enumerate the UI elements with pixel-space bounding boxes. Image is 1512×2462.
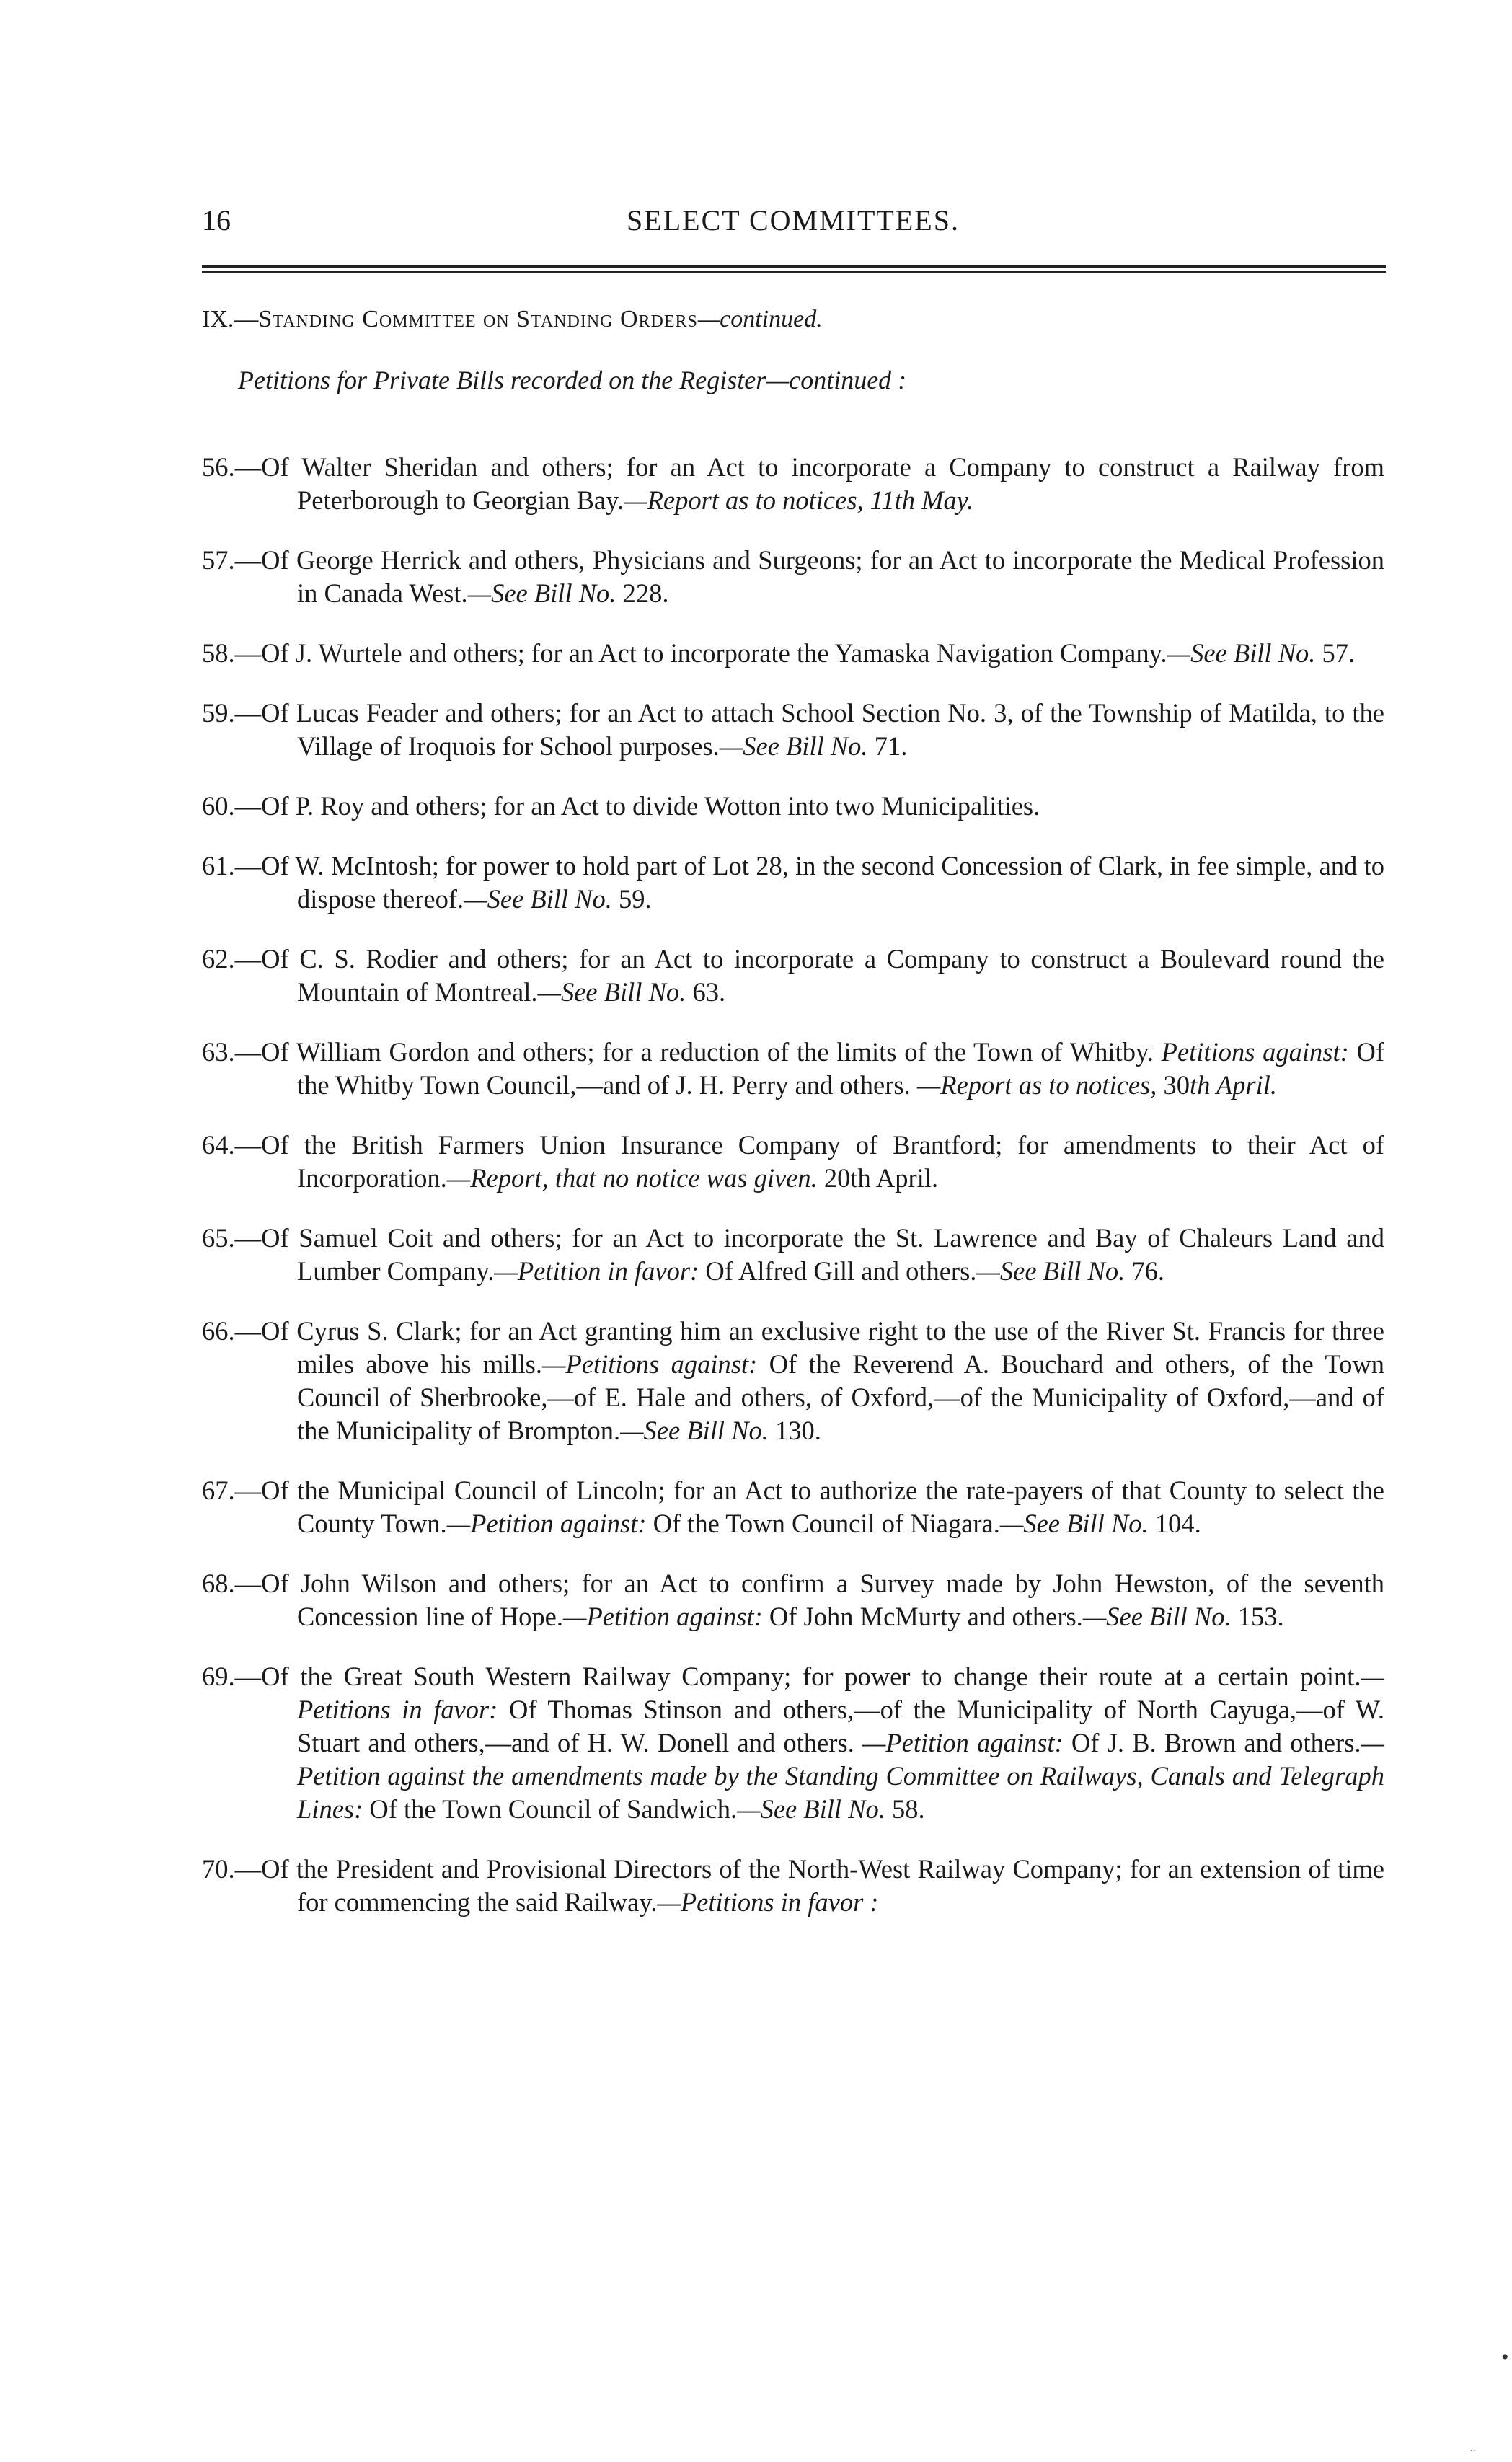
section-number: IX.— bbox=[202, 306, 259, 332]
petition-text: —Of Walter Sheridan and others; for an Act to incorporate a Company to construct a Railway from Peterborough to Georgian Bay. bbox=[234, 451, 1384, 515]
petition-entry bbox=[202, 1474, 1384, 1540]
petition-text: 104. bbox=[1148, 1508, 1201, 1538]
petition-text: Of J. B. Brown and others. bbox=[1063, 1727, 1361, 1757]
petition-italic-text: —See Bill No. bbox=[719, 731, 868, 761]
petition-number: 68. bbox=[202, 1568, 235, 1598]
petition-number: 69. bbox=[202, 1661, 235, 1691]
petition-entry bbox=[202, 1315, 1384, 1447]
petition-number: 64. bbox=[202, 1129, 235, 1160]
petition-entry bbox=[202, 1036, 1384, 1102]
petition-text: 58. bbox=[885, 1793, 925, 1824]
petition-text: 71. bbox=[867, 731, 908, 761]
petition-entry bbox=[202, 1567, 1384, 1633]
petition-italic-text: —See Bill No. bbox=[976, 1256, 1126, 1286]
petition-text: —Of the Great South Western Railway Company; for power to change their route at a certain point. bbox=[234, 1661, 1361, 1691]
petition-entry bbox=[202, 697, 1384, 763]
petition-entry bbox=[202, 850, 1384, 916]
petition-text: —Of Cyrus S. Clark; for an Act granting him an exclusive right to the use of the River St. Francis for three miles above his mills. bbox=[234, 1315, 1384, 1379]
petition-text: Of the Whitby Town Council,—and of J. H. Perry and others. bbox=[297, 1036, 1385, 1100]
petition-text: —Of P. Roy and others; for an Act to divide Wotton into two Municipalities. bbox=[234, 790, 1040, 821]
petition-text: Of John McMurty and others. bbox=[762, 1601, 1083, 1631]
petition-text: —Of C. S. Rodier and others; for an Act to incorporate a Company to construct a Boulevard round the Mountain of Montreal. bbox=[234, 943, 1384, 1007]
petition-number: 57. bbox=[202, 544, 235, 575]
page-number: 16 bbox=[202, 204, 231, 237]
petition-italic-text: —Petition against: bbox=[862, 1727, 1064, 1757]
petition-number: 58. bbox=[202, 637, 235, 668]
petition-text: —Of the British Farmers Union Insurance Company of Brantford; for amendments to their Act of Incorporation. bbox=[234, 1129, 1384, 1193]
petition-text: 57. bbox=[1315, 637, 1356, 668]
petition-italic-text: —Report, that no notice was given. bbox=[446, 1162, 818, 1193]
scan-artifact-corner: ·· bbox=[1469, 2446, 1477, 2457]
petition-number: 56. bbox=[202, 451, 235, 482]
petition-italic-text: —Report as to notices, 11th May. bbox=[624, 485, 974, 515]
petition-text: Of Alfred Gill and others. bbox=[699, 1256, 977, 1286]
subheading: Petitions for Private Bills recorded on the Register—continued : bbox=[238, 366, 907, 394]
petition-italic-text: —Report as to notices, bbox=[916, 1069, 1157, 1100]
petition-text: 63. bbox=[686, 976, 726, 1007]
header-rule-bottom bbox=[202, 271, 1386, 273]
petition-entry bbox=[202, 790, 1384, 823]
petition-text: —Of Lucas Feader and others; for an Act to attach School Section No. 3, of the Township of Matilda, to the Village of Iroquois for School purposes. bbox=[234, 697, 1384, 761]
petition-text: Of the Town Council of Niagara. bbox=[646, 1508, 1000, 1538]
petition-text: —Of the President and Provisional Directors of the North-West Railway Company; for an extension of time for commencing the said Railway. bbox=[234, 1853, 1384, 1917]
petition-italic-text: —Petitions against: bbox=[542, 1349, 758, 1379]
petition-number: 59. bbox=[202, 697, 235, 728]
petition-italic-text: —See Bill No. bbox=[999, 1508, 1149, 1538]
petition-text: —Of Samuel Coit and others; for an Act to incorporate the St. Lawrence and Bay of Chaleurs Land and Lumber Company. bbox=[234, 1222, 1384, 1286]
petition-text: —Of John Wilson and others; for an Act to confirm a Survey made by John Hewston, of the seventh Concession line of Hope. bbox=[234, 1568, 1384, 1631]
petition-entry bbox=[202, 1222, 1384, 1288]
petition-entry bbox=[202, 1660, 1384, 1826]
petition-text: —Of J. Wurtele and others; for an Act to incorporate the Yamaska Navigation Company. bbox=[234, 637, 1167, 668]
petition-italic-text: —See Bill No. bbox=[467, 578, 616, 608]
petition-text: 228. bbox=[616, 578, 669, 608]
petition-italic-text: —Petitions in favor : bbox=[657, 1887, 879, 1917]
petition-number: 63. bbox=[202, 1036, 235, 1067]
petition-text: 153. bbox=[1231, 1601, 1284, 1631]
petition-number: 60. bbox=[202, 790, 235, 821]
petition-text: —Of W. McIntosh; for power to hold part of Lot 28, in the second Concession of Clark, in fee simple, and to dispose thereof. bbox=[234, 850, 1384, 914]
petition-entry bbox=[202, 943, 1384, 1009]
petition-list bbox=[202, 424, 1384, 1919]
petition-number: 67. bbox=[202, 1475, 235, 1505]
petition-italic-text: —See Bill No. bbox=[1167, 637, 1316, 668]
petition-number: 65. bbox=[202, 1222, 235, 1253]
petition-entry bbox=[202, 1129, 1384, 1195]
petition-number: 62. bbox=[202, 943, 235, 974]
petition-text: Of the Town Council of Sandwich. bbox=[363, 1793, 738, 1824]
petition-text: —Of George Herrick and others, Physicians and Surgeons; for an Act to incorporate the Medical Profession in Canada West. bbox=[234, 544, 1384, 608]
petition-italic-text: —See Bill No. bbox=[537, 976, 686, 1007]
petition-entry bbox=[202, 451, 1384, 517]
running-head: SELECT COMMITTEES. bbox=[627, 204, 960, 237]
petition-italic-text: —Petition against: bbox=[446, 1508, 647, 1538]
header-rule-top bbox=[202, 265, 1386, 268]
petition-italic-text: —See Bill No. bbox=[737, 1793, 885, 1824]
petition-text: Of Thomas Stinson and others,—of the Municipality of North Cayuga,—of W. Stuart and others,—and of H. W. Donell and others. bbox=[297, 1694, 1384, 1757]
petition-number: 70. bbox=[202, 1853, 235, 1884]
section-title: Standing Committee on Standing Orders bbox=[258, 306, 698, 332]
petition-italic-text: —See Bill No. bbox=[620, 1415, 769, 1445]
section-heading bbox=[202, 306, 823, 333]
petition-entry bbox=[202, 637, 1384, 670]
petition-text: 30 bbox=[1157, 1069, 1190, 1100]
scan-artifact-mark: • bbox=[1501, 2345, 1509, 2369]
petition-entry bbox=[202, 544, 1384, 610]
petition-italic-text: —Petition against the amendments made by the Standing Committee on Railways, Canals and Telegraph Lines: bbox=[297, 1727, 1385, 1824]
petition-italic-text: —Petitions in favor: bbox=[297, 1661, 1384, 1724]
petition-italic-text: —See Bill No. bbox=[464, 883, 612, 914]
petition-text: 76. bbox=[1125, 1256, 1164, 1286]
page-header bbox=[202, 203, 1384, 247]
petition-text: 130. bbox=[768, 1415, 821, 1445]
petition-text: 20th April. bbox=[817, 1162, 939, 1193]
petition-italic-text: th April. bbox=[1189, 1069, 1277, 1100]
section-continued: —continued. bbox=[697, 306, 823, 332]
petition-italic-text: —Petition against: bbox=[563, 1601, 763, 1631]
petition-text: —Of the Municipal Council of Lincoln; for an Act to authorize the rate-payers of that County to select the County Town. bbox=[234, 1475, 1384, 1538]
petition-text: —Of William Gordon and others; for a reduction of the limits of the Town of Whitby. bbox=[234, 1036, 1162, 1067]
petition-italic-text: Petitions against: bbox=[1161, 1036, 1349, 1067]
petition-text: Of the Reverend A. Bouchard and others, of the Town Council of Sherbrooke,—of E. Hale and others, of Oxford,—of the Municipality of Oxford,—and of the Municipality of Brompton. bbox=[297, 1349, 1385, 1445]
petition-entry bbox=[202, 1853, 1384, 1919]
petition-number: 61. bbox=[202, 850, 235, 881]
petition-italic-text: —Petition in favor: bbox=[494, 1256, 699, 1286]
petition-number: 66. bbox=[202, 1315, 235, 1346]
petition-text: 59. bbox=[611, 883, 652, 914]
petition-italic-text: —See Bill No. bbox=[1082, 1601, 1232, 1631]
